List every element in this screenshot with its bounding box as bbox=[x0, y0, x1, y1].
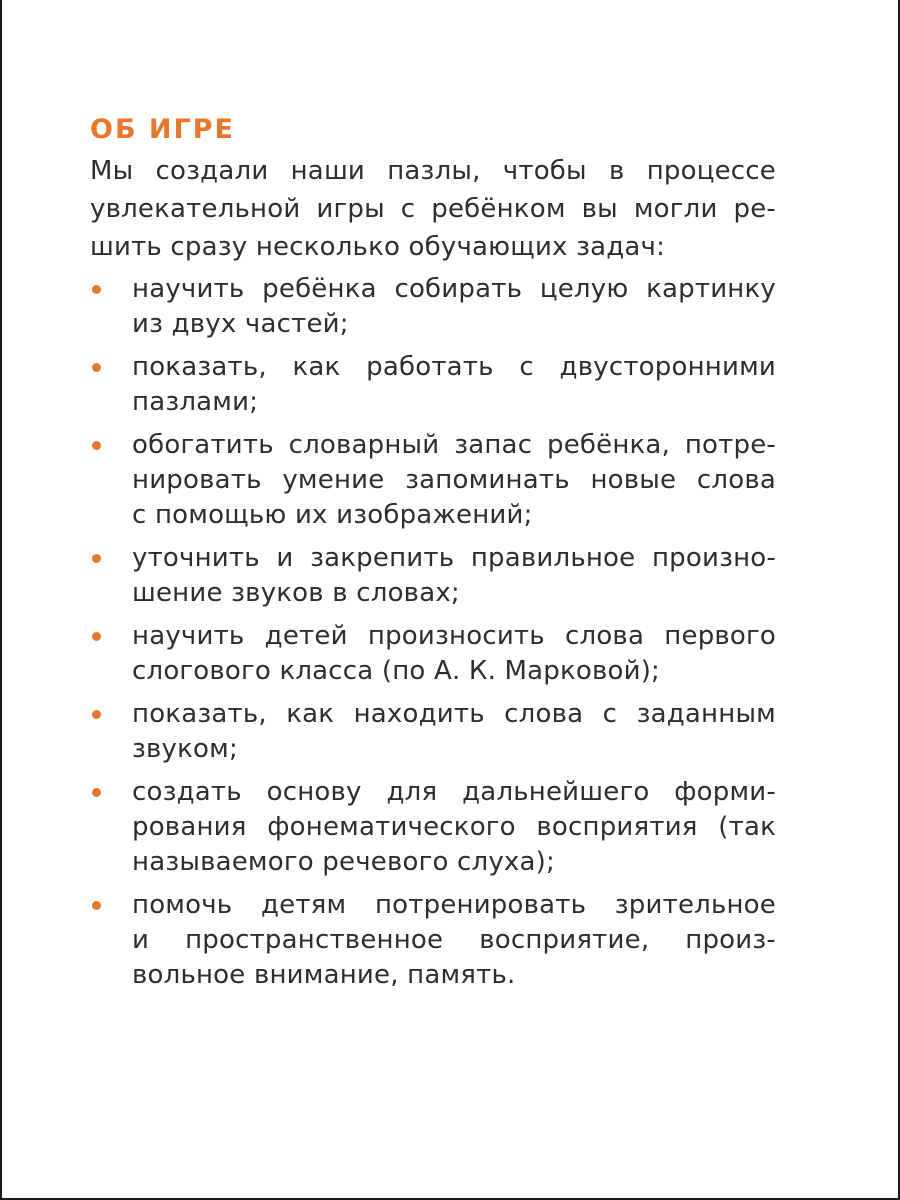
intro-paragraph bbox=[90, 152, 776, 266]
bullet-dot-icon bbox=[92, 285, 101, 294]
list-item-line: слогового класса (по А. К. Марковой); bbox=[132, 656, 661, 686]
list-item bbox=[90, 541, 776, 611]
list-item-line: пазлами; bbox=[132, 387, 259, 417]
list-item-line: показать, как находить слова с заданным bbox=[132, 699, 776, 729]
bullet-dot-icon bbox=[92, 554, 101, 563]
list-item-line: вольное внимание, память. bbox=[132, 960, 516, 990]
bullet-dot-icon bbox=[92, 710, 101, 719]
list-item-line: показать, как работать с двусторонними bbox=[132, 352, 776, 382]
list-item bbox=[90, 697, 776, 767]
list-item bbox=[90, 428, 776, 533]
list-item bbox=[90, 272, 776, 342]
list-item bbox=[90, 888, 776, 993]
list-item-line: из двух частей; bbox=[132, 309, 349, 339]
list-item-line: создать основу для дальнейшего форми- bbox=[132, 777, 776, 807]
bullet-dot-icon bbox=[92, 441, 101, 450]
list-item-line: помочь детям потренировать зрительное bbox=[132, 890, 776, 920]
intro-line: шить сразу несколько обучающих задач: bbox=[90, 232, 666, 262]
bullet-dot-icon bbox=[92, 788, 101, 797]
list-item-line: с помощью их изображений; bbox=[132, 500, 533, 530]
bullet-dot-icon bbox=[92, 632, 101, 641]
list-item bbox=[90, 619, 776, 689]
list-item-line: обогатить словарный запас ребёнка, потре- bbox=[132, 430, 776, 460]
section-heading: ОБ ИГРЕ bbox=[90, 114, 235, 145]
list-item-line: и пространственное восприятие, произ- bbox=[132, 925, 776, 955]
task-list bbox=[90, 272, 776, 993]
list-item-line: называемого речевого слуха); bbox=[132, 847, 555, 877]
page-content bbox=[90, 112, 776, 1001]
list-item-line: нировать умение запоминать новые слова bbox=[132, 465, 776, 495]
list-item-line: шение звуков в словах; bbox=[132, 578, 460, 608]
bullet-dot-icon bbox=[92, 901, 101, 910]
list-item-line: звуком; bbox=[132, 734, 238, 764]
bullet-dot-icon bbox=[92, 363, 101, 372]
list-item bbox=[90, 775, 776, 880]
list-item-line: научить ребёнка собирать целую картинку bbox=[132, 274, 776, 304]
intro-line: увлекательной игры с ребёнком вы могли ре- bbox=[90, 194, 776, 224]
list-item-line: научить детей произносить слова первого bbox=[132, 621, 776, 651]
list-item-line: рования фонематического восприятия (так bbox=[132, 812, 776, 842]
list-item bbox=[90, 350, 776, 420]
intro-line: Мы создали наши пазлы, чтобы в процессе bbox=[90, 156, 776, 186]
list-item-line: уточнить и закрепить правильное произно- bbox=[132, 543, 776, 573]
